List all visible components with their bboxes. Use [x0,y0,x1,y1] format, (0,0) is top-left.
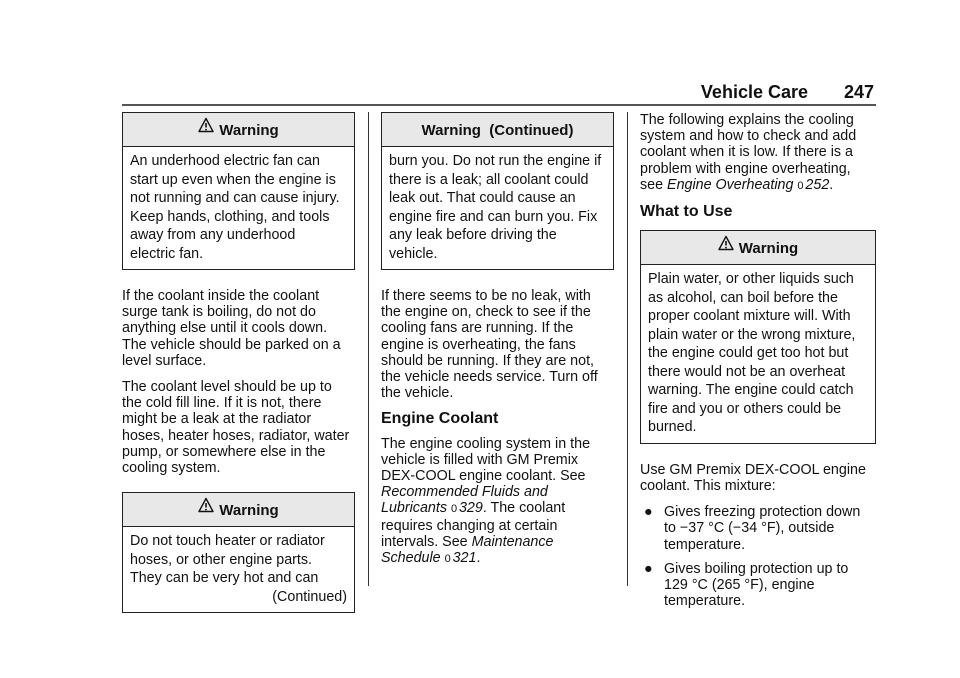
warning-triangle-icon [198,111,214,146]
list-item: ● Gives freezing protection down to −37 °C (−34 °F), outside temperature. [644,504,861,553]
column-1 [122,112,355,631]
link-recommended-fluids[interactable]: Recommended Fluids and Lubricants 0 329 [381,484,548,517]
section-title: Vehicle Care [700,82,808,102]
warning-box-fan [122,112,355,270]
link-engine-overheating[interactable]: Engine Overheating 0 252 [667,176,830,193]
paragraph-engine-coolant: The engine cooling system in the vehicle is filled with GM Premix DEX-COOL engine coolant. See Recommended Fluids and Lubricants 0 329. The coolant requires changing at certain intervals. See Maintenance Schedule 0 321. [381,435,591,567]
warning-title: Warning [123,113,354,147]
warning-title: Warning [641,231,875,265]
column-2 [381,112,614,577]
warning-body: Do not touch heater or radiator hoses, or other engine parts. They can be very hot and can (Continued) [130,533,347,605]
bullet-icon: ● [644,560,653,577]
page-ref-arrow-icon: 0 [450,503,458,516]
warning-body: An underhood electric fan can start up even when the engine is not running and can cause injury. Keep hands, clothing, and tools away from any underhood electric fan. [130,153,340,262]
column-3 [640,112,876,617]
warning-triangle-icon [198,491,214,526]
paragraph-no-leak: If there seems to be no leak, with the engine on, check to see if the cooling fans are running. If the engine is overheating, the fans should be running. If they are not, the vehicle needs service. Turn off the vehicle. [381,288,598,402]
warning-box-plain-water [640,230,876,444]
warning-title: Warning [123,493,354,527]
list-item: ● Gives boiling protection up to 129 °C (265 °F), engine temperature. [644,560,849,610]
heading-what-to-use: What to Use [640,203,733,221]
warning-title: Warning (Continued) [382,113,613,147]
page-ref-arrow-icon: 0 [797,179,804,192]
heading-engine-coolant: Engine Coolant [381,410,499,428]
warning-body: Plain water, or other liquids such as alcohol, can boil before the proper coolant mixture will. With plain water or the wrong mixture, the engine could get too hot but there would not be an overheat warning. The engine could catch fire and you or others could be burned. [648,271,856,436]
warning-triangle-icon [718,229,734,264]
paragraph-use-premix: Use GM Premix DEX-COOL engine coolant. This mixture: [640,461,866,494]
paragraph-boiling: If the coolant inside the coolant surge tank is boiling, do not do anything else until it cools down. The vehicle should be parked on a level surface. [122,288,341,369]
continued-label: (Continued) [272,588,347,605]
column-divider-2 [627,112,628,586]
warning-box-continued [381,112,614,270]
page-ref-arrow-icon: 0 [444,553,451,566]
warning-body: burn you. Do not run the engine if there is a leak; all coolant could leak out. That could cause an engine fire and can burn you. Fix any leak before driving the vehicle. [389,153,602,262]
page-number: 247 [843,82,874,102]
link-maintenance-schedule[interactable]: Maintenance Schedule 0 321 [381,533,554,567]
column-divider-1 [368,112,369,586]
bullet-icon: ● [644,504,653,521]
paragraph-coolant-level: The coolant level should be up to the cold fill line. If it is not, there might be a leak at the radiator hoses, heater hoses, radiator, water pump, or somewhere else in the cooling system. [122,379,350,477]
warning-box-hot-parts [122,492,355,613]
page-header [122,82,876,106]
paragraph-intro: The following explains the cooling system and how to check and add coolant when it is low. If there is a problem with engine overheating, see Engine Overheating 0 252. [640,112,857,193]
